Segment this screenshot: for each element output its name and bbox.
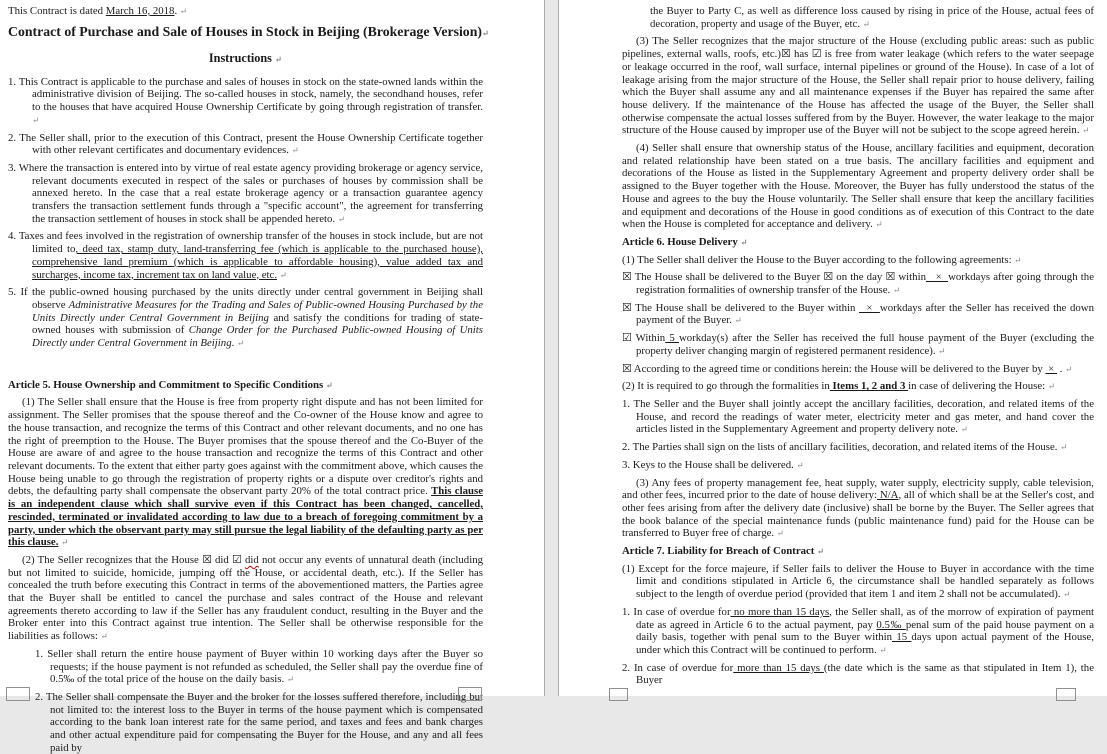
- text-run: on the day: [833, 271, 886, 284]
- paragraph-mark: ↵: [740, 236, 748, 247]
- paragraph-mark: ↵: [237, 338, 245, 349]
- text-run: Within: [631, 332, 666, 345]
- checkbox-crossed-icon: ☒: [622, 301, 632, 314]
- overdue-item-1[interactable]: [622, 606, 1094, 657]
- paragraph-mark: ↵: [279, 269, 287, 280]
- text-run: (2) The Seller recognizes that the House: [22, 553, 203, 566]
- text-run: According to the agreed time or conditions herein: the House will be delivered to the Buyer by: [631, 362, 1046, 375]
- text-run: Change Order for the Purchased Public-owned Housing of Units Directly under Central Government in Beijing: [32, 324, 483, 350]
- article-5-paragraph-4[interactable]: [622, 142, 1094, 231]
- text-run: (4) Seller shall ensure that ownership status of the House, ancillary facilities and equipment, decoration and related relationship have been stated on a true basis. The ancillary facilities and equipment and decorations of the House as listed in the Supplementary Agreement and property delivery order shall be assigned to the Buyer together with the House. Moreover, the Buyer has fully understood the status of the House and agrees to the buy the House voluntarily. The Seller shall ensure that keep the ancillary facilities and equipment and decorations of the House in good conditions as of execution of this Contract to the date when the House is completed for acceptance and delivery.: [622, 142, 1094, 231]
- text-run: not occur any events of unnatural death (including but not limited to suicide, homicide, jumping off the House, or accidental death, etc.). If the Seller has concealed the truth before executing this Contract in terms of the abovementioned matters, the Parties agree that the Buyer shall be entitled to cancel the purchase and sales contract of the House and relevant agreements thereto according to law if the Seller has any fraudulent conduct, resulting in the Buyer and the Broker enter into this Contract against true intention. The Seller shall be otherwise responsible for the liabilities as follows:: [8, 553, 484, 643]
- checkbox-checked-icon: ☑: [811, 48, 822, 61]
- paragraph-mark: ↵: [862, 18, 870, 29]
- text-run: (1) The Seller shall deliver the House to the Buyer according to the following agreements:: [622, 253, 1015, 266]
- text-run: 15: [892, 631, 912, 644]
- text-run: workdays after the Seller has received the down payment of the Buyer.: [636, 301, 1094, 327]
- paragraph-mark: ↵: [892, 285, 901, 296]
- checkbox-checked-icon: ☑: [232, 553, 242, 566]
- article-7-heading[interactable]: [622, 545, 1094, 558]
- text-run: Instructions: [208, 50, 275, 65]
- paragraph-mark: ↵: [875, 219, 883, 230]
- text-run: .: [1056, 362, 1066, 375]
- text-run: has: [790, 48, 812, 61]
- formality-item-2[interactable]: [622, 441, 1094, 454]
- text-run: This Contract is dated: [8, 5, 106, 17]
- instruction-item-3[interactable]: [8, 162, 483, 226]
- text-run: , all of which shall be at the Seller's cost, and other fees arising from after the delivery date (inclusive) shall be borne by the Buyer. The Seller agrees that the book balance of the special maintenance funds (public maintenance fund) paid for the House can be transferred to Buyer free of charge.: [622, 489, 1094, 540]
- paragraph-mark: ↵: [61, 537, 69, 548]
- paragraph-mark: ↵: [879, 644, 887, 655]
- article-5-paragraph-2[interactable]: [8, 554, 483, 643]
- paragraph-mark: ↵: [337, 213, 345, 224]
- text-run: 5. If the public-owned housing purchased by the units directly under central government in Beijing shall observe: [8, 286, 483, 311]
- liability-item-2[interactable]: [35, 691, 483, 754]
- liability-item-1[interactable]: [35, 648, 483, 686]
- text-run: 3. Where the transaction is entered into by virtue of real estate agency providing brokerage or agency service, relevant documents executed in respect of the sales or purchases of houses by commission shall be annexed hereto. In the case that a real estate brokerage agency or a transaction guarantee agency transfers the transaction settlement funds through a "specific account", the agreement for transferring the transaction settlement of houses in stock shall be appended hereto.: [8, 161, 483, 225]
- instruction-item-5[interactable]: [8, 286, 483, 350]
- delivery-option-2[interactable]: [622, 302, 1094, 327]
- text-run: 5: [665, 332, 679, 345]
- text-run: in case of delivering the House:: [908, 380, 1048, 393]
- text-run: Items 1, 2 and 3: [829, 380, 909, 393]
- checkbox-crossed-icon: ☒: [885, 271, 896, 284]
- text-run: 1. This Contract is applicable to the purchase and sales of houses in stock on the state-owned lands within the administrative division of Beijing. The so-called houses in stock, namely, the secondhand houses, refer to the houses that have acquired House Ownership Certificate by going through registration of transfer.: [8, 75, 483, 114]
- delivery-option-1[interactable]: [622, 271, 1094, 296]
- overdue-item-2[interactable]: [622, 662, 1094, 687]
- text-run: workday(s) after the Seller has received the full house payment of the Buyer (excluding the property deliver changing margin of registered permanent residence).: [636, 332, 1095, 357]
- text-run: days upon actual payment of the House, under which this Contract will be continued to perform.: [636, 631, 1094, 656]
- paragraph-mark: ↵: [179, 6, 187, 16]
- text-run: ×: [925, 271, 949, 284]
- formality-item-3[interactable]: [622, 459, 1094, 472]
- paragraph-mark: ↵: [274, 53, 283, 64]
- paragraph-mark: ↵: [796, 459, 804, 470]
- paragraph-mark: ↵: [1014, 254, 1022, 265]
- text-run: did: [244, 553, 259, 566]
- text-run: , deed tax, stamp duty, land-transferring fee (which is applicable to the purchased house), comprehensive land premium (which is applicable to affordable housing), value added tax and surcharges, income tax, increment tax on land value, etc.: [32, 243, 484, 281]
- text-run: more than 15 days: [733, 661, 824, 674]
- paragraph-mark: ↵: [1082, 125, 1090, 136]
- text-boundary-mark: [609, 688, 628, 701]
- paragraph-mark: ↵: [1065, 363, 1073, 374]
- text-run: (1) Except for the force majeure, if Seller fails to deliver the House to Buyer in accordance with the time limit and conditions stipulated in Article 6, the circumstance shall be handled separately as follows subject to the length of overdue period (provided that item 1 and item 2 shall not be accumulated).: [622, 562, 1094, 601]
- text-run: 1. In case of overdue for: [622, 605, 731, 618]
- delivery-option-4[interactable]: [622, 363, 1094, 376]
- article-5-paragraph-3[interactable]: [622, 35, 1094, 137]
- text-run: 3. Keys to the House shall be delivered.: [622, 458, 797, 471]
- article-5-paragraph-1[interactable]: [8, 396, 483, 548]
- paragraph-mark: ↵: [734, 315, 742, 326]
- text-run: The House shall be delivered to the Buyer within: [631, 301, 860, 314]
- text-run: March 16, 2018: [105, 5, 175, 17]
- paragraph-mark: ↵: [100, 631, 108, 642]
- text-run: within: [895, 271, 926, 284]
- dated-line[interactable]: [8, 5, 483, 18]
- text-run: the Buyer to Party C, as well as difference loss caused by rising in price of the House, actual fees of decoration, property and usage of the Buyer, etc.: [650, 5, 1094, 30]
- checkbox-checked-icon: ☑: [622, 332, 632, 345]
- text-run: Administrative Measures for the Trading and Sales of Public-owned Housing Purchased by the Units Directly under Central Government in Beijing: [32, 298, 483, 324]
- text-run: 4. Taxes and fees involved in the registration of ownership transfer of the houses in stock include, but are not limited to: [8, 230, 483, 256]
- text-run: (1) The Seller shall ensure that the House is free from property right dispute and has not been limited for assignment. The Seller promises that the spouse thereof and the Co-owner of the House know and agree to the house transaction, and recognize the terms of this Contract and other relevant documents, and no one has the right of preemption to the House. The Buyer promises that the spouse thereof and the Co-Buyer of the House are aware of and agree to the house transaction and recognize the terms of this Contract and other relevant documents. To the extent that either party goes against with the commitment above, which causes the House being unable to go through the registration of property rights or a dispute over creditor's rights and debts, the defaulting party shall compensate the observant party 20% of the total contract price.: [8, 396, 483, 498]
- article-7-paragraph-1[interactable]: [622, 563, 1094, 601]
- text-run: and satisfy the conditions for trading of state-owned houses with submission of: [32, 311, 483, 337]
- liability-item-2-continuation[interactable]: [650, 5, 1094, 30]
- page-2[interactable]: [558, 0, 1107, 696]
- checkbox-crossed-icon: ☒: [622, 362, 632, 375]
- article-6-paragraph-3[interactable]: [622, 477, 1094, 541]
- blank-line[interactable]: [8, 355, 483, 379]
- text-run: Contract of Purchase and Sale of Houses in Stock in Beijing (Brokerage Version): [8, 23, 482, 39]
- instruction-item-1[interactable]: [8, 76, 483, 127]
- text-boundary-mark: [458, 687, 482, 701]
- text-run: 2. The Seller shall, prior to the execution of this Contract, present the House Ownership Certificate together with other relevant certificates and documentary evidences.: [8, 131, 483, 157]
- delivery-option-3[interactable]: [622, 332, 1094, 357]
- formality-item-1[interactable]: [622, 398, 1094, 436]
- paragraph-mark: ↵: [32, 114, 40, 125]
- text-run: (the date which is the same as that stipulated in Item 1), the Buyer: [636, 661, 1095, 687]
- text-run: This clause is an independent clause which shall survive even if this Contract has been changed, cancelled, rescinded, terminated or invalidated according to law due to a breach of foregoing commitment by a party, under which the observant party may still pursue the legal liability of the defaulting party as per this clause.: [8, 485, 483, 549]
- article-6-heading[interactable]: [622, 236, 1094, 249]
- text-run: 1. Seller shall return the entire house payment of Buyer within 10 working days after the Buyer so requests; if the house payment is not refunded as scheduled, the Seller shall pay the overdue fine of 0.5‰ of the total price of the house on the daily basis.: [35, 647, 483, 686]
- text-run: ×: [859, 301, 880, 314]
- paragraph-mark: ↵: [938, 345, 946, 356]
- text-run: Article 6. House Delivery: [622, 235, 741, 248]
- article-5-heading[interactable]: [8, 379, 483, 392]
- text-run: did: [211, 553, 233, 566]
- text-run: ×: [1045, 362, 1057, 375]
- text-run: 2. The Seller shall compensate the Buyer and the broker for the losses suffered therefore, including but not limited to: the interest loss to the Buyer in terms of the house payment which is compensated according to the bank loan interest rate for the same period, and taxes and fees and bank charges and other actual expenditure paid for compensating the Buyer for the House, and any and all fees paid by: [35, 690, 483, 754]
- text-run: (3) The Seller recognizes that the major structure of the House (excluding public areas: such as public pipelines, external walls, roofs, etc.): [622, 35, 1094, 61]
- text-run: no more than 15 days: [730, 605, 830, 618]
- checkbox-crossed-icon: ☒: [622, 271, 632, 284]
- paragraph-mark: ↵: [1063, 589, 1071, 600]
- text-boundary-mark: [6, 687, 30, 701]
- paragraph-mark: ↵: [1060, 442, 1068, 453]
- paragraph-mark: ↵: [286, 674, 295, 685]
- checkbox-crossed-icon: ☒: [202, 553, 212, 566]
- text-run: , the Seller shall, as of the morrow of expiration of payment date as agreed in Article 6 to the actual payment, pay: [636, 605, 1095, 631]
- text-boundary-mark: [1056, 688, 1076, 701]
- text-run: 1. The Seller and the Buyer shall jointly accept the ancillary facilities, decoration, and related items of the House, and record the readings of water meter, electricity meter and gas meter, and hand cover the articles listed in the Supplementary Agreement and property delivery note.: [622, 397, 1094, 436]
- page-1[interactable]: [0, 0, 545, 754]
- article-6-paragraph-2[interactable]: [622, 380, 1094, 393]
- text-run: The House shall be delivered to the Buyer: [631, 271, 824, 284]
- instruction-item-2[interactable]: [8, 132, 483, 157]
- paragraph-mark: ↵: [776, 528, 784, 539]
- page-gap: [545, 0, 558, 696]
- instructions-heading[interactable]: [8, 51, 483, 67]
- text-run: workdays after going through the registration formalities of ownership transfer of the House.: [636, 271, 1094, 297]
- paragraph-mark: ↵: [325, 379, 334, 390]
- paragraph-mark: ↵: [291, 145, 299, 156]
- text-run: .: [231, 337, 238, 350]
- text-run: (2) It is required to go through the formalities in: [622, 380, 830, 393]
- text-run: 0.5‰: [876, 618, 906, 631]
- paragraph-mark: ↵: [817, 546, 825, 557]
- paragraph-mark: ↵: [1047, 381, 1055, 392]
- text-run: 2. In case of overdue for: [622, 661, 734, 674]
- paragraph-mark: ↵: [960, 424, 968, 435]
- text-run: 2. The Parties shall sign on the lists of ancillary facilities, decoration, and related items of the House.: [622, 441, 1061, 454]
- paragraph-mark: ↵: [481, 27, 490, 38]
- text-run: .: [174, 5, 180, 17]
- text-run: N/A: [877, 489, 899, 502]
- text-run: Article 5. House Ownership and Commitment to Specific Conditions: [8, 378, 326, 391]
- checkbox-crossed-icon: ☒: [823, 271, 834, 284]
- text-run: Article 7. Liability for Breach of Contract: [622, 545, 818, 558]
- text-run: (3) Any fees of property management fee, heat supply, water supply, electricity supply, cable television, and other fees, incurred prior to the date of house delivery:: [622, 476, 1094, 502]
- article-6-paragraph-1[interactable]: [622, 254, 1094, 267]
- document-title[interactable]: [8, 23, 490, 42]
- text-run: is free from water leakage (which refers to the water seepage or leakage occurred in the roof, wall surface, internal pipelines or ground of the House). In case of a lot of leakage arising from the major structure of the House, the Seller shall repair prior to house delivery, failing which the Buyer shall assume any and all maintenance expenses if the Buyer has repaired the same after house delivery. If the maintenance of the House has affected the usage of the Buyer, the Seller shall otherwise compensate the actual losses suffered from by the Buyer. However, the water leakage to the major structure of the House caused by improper use of the Buyer will not be subject to the scope agreed herein.: [622, 48, 1095, 137]
- checkbox-crossed-icon: ☒: [780, 48, 791, 61]
- text-run: penal sum of the paid house payment on a daily basis, together with penal sum to the Buyer within: [636, 618, 1095, 644]
- instruction-item-4[interactable]: [8, 230, 483, 281]
